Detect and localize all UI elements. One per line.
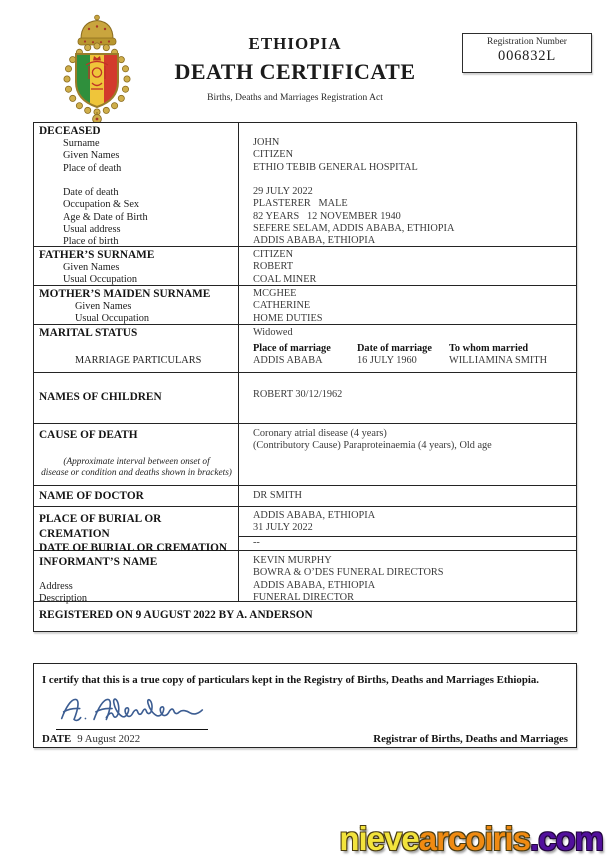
registration-number-label: Registration Number — [487, 37, 567, 47]
section-heading: MARITAL STATUS — [39, 327, 138, 339]
burial-values-top — [239, 507, 576, 536]
date-line — [42, 733, 140, 745]
field-value: BOWRA & O’DES FUNERAL DIRECTORS — [253, 567, 444, 579]
field-value: CITIZEN — [253, 149, 294, 161]
mother-values — [239, 286, 576, 324]
watermark-part2: arcoiris — [418, 820, 530, 857]
section-registered — [34, 602, 576, 631]
section-heading: FATHER’S SURNAME — [39, 249, 155, 261]
field-label: Given Names — [63, 150, 120, 162]
certificate-title: DEATH CERTIFICATE — [174, 59, 416, 84]
section-informant — [34, 551, 576, 605]
field-value: ROBERT — [253, 261, 294, 273]
field-value: CITIZEN — [253, 249, 294, 260]
field-label: Usual Occupation — [63, 274, 138, 286]
burial-values — [239, 507, 576, 550]
field-value: PLASTERER MALE — [253, 198, 348, 210]
certificate-table — [33, 122, 577, 632]
country-title: ETHIOPIA — [248, 34, 342, 53]
field-value: MCGHEE — [253, 288, 297, 299]
field-value — [253, 174, 572, 186]
mother-labels — [34, 286, 239, 324]
field-value: ADDIS ABABA, ETHIOPIA — [253, 235, 376, 247]
field-value: KEVIN MURPHY — [253, 555, 332, 566]
certification-box — [33, 663, 577, 748]
section-burial — [34, 507, 576, 554]
children-labels — [34, 373, 239, 423]
field-label: Given Names — [75, 301, 132, 312]
field-value: Coronary atrial disease (4 years) — [253, 428, 387, 439]
field-label: Usual address — [63, 224, 121, 236]
cause-values — [239, 424, 576, 485]
watermark-part1: nieve — [339, 820, 419, 857]
watermark-part3: .com — [529, 820, 603, 857]
certification-statement: I certify that this is a true copy of particulars kept in the Registry of Births, Deaths and Marriages Ethiopia. — [42, 674, 539, 686]
column-header: To whom married — [449, 343, 529, 355]
field-value: ADDIS ABABA — [253, 355, 323, 367]
marital-status-value: Widowed — [253, 327, 293, 338]
field-label: Usual Occupation — [75, 313, 150, 325]
field-label: Place of birth — [63, 236, 119, 248]
marriage-columns — [253, 342, 572, 355]
section-heading: NAMES OF CHILDREN — [39, 391, 162, 403]
date-label: DATE — [42, 733, 72, 745]
field-value: ADDIS ABABA, ETHIOPIA — [253, 579, 376, 591]
column-header: Date of marriage — [357, 343, 432, 355]
title-block — [140, 34, 450, 103]
field-label: Occupation & Sex — [63, 199, 140, 211]
field-label: MARRIAGE PARTICULARS — [75, 355, 202, 366]
deceased-labels — [34, 123, 239, 246]
section-cause-of-death — [34, 424, 576, 486]
children-values — [239, 373, 576, 423]
marital-labels — [34, 325, 239, 372]
field-label: PLACE OF BURIAL OR CREMATION — [39, 513, 162, 540]
cause-labels — [34, 424, 239, 485]
crown-icon — [78, 15, 116, 45]
field-value: JOHN — [253, 137, 280, 148]
watermark-logo — [339, 820, 603, 858]
field-label: Address — [39, 581, 73, 592]
cause-note-line2: disease or condition and deaths shown in brackets) — [41, 468, 232, 478]
cause-note-line1: (Approximate interval between onset of — [63, 457, 210, 467]
doctor-values — [239, 486, 576, 506]
field-label: Description — [39, 593, 88, 605]
registrar-title: Registrar of Births, Deaths and Marriages — [373, 733, 568, 745]
spacer — [39, 569, 234, 581]
section-deceased — [34, 123, 576, 247]
registration-number-box — [462, 33, 592, 73]
field-label: Age & Date of Birth — [63, 211, 148, 223]
burial-labels — [34, 507, 239, 554]
act-subtitle: Births, Deaths and Marriages Registration Act — [207, 93, 383, 103]
certification-footer — [42, 733, 568, 745]
field-label — [39, 175, 234, 187]
tricolor-shield-icon — [76, 54, 118, 109]
informant-values — [239, 551, 576, 601]
marriage-values — [253, 355, 572, 367]
field-value: ROBERT 30/12/1962 — [253, 389, 343, 400]
registered-statement: REGISTERED ON 9 AUGUST 2022 BY A. ANDERSON — [39, 609, 313, 621]
father-labels — [34, 247, 239, 285]
section-heading: CAUSE OF DEATH — [39, 429, 138, 441]
field-value: 16 JULY 1960 — [357, 355, 417, 367]
field-value: 31 JULY 2022 — [253, 522, 313, 534]
section-father — [34, 247, 576, 286]
field-value: (Contributory Cause) Paraproteinaemia (4 years), Old age — [253, 440, 492, 452]
field-value: 29 JULY 2022 — [253, 186, 313, 198]
field-value: COAL MINER — [253, 273, 317, 285]
burial-sub-value: -- — [239, 536, 576, 548]
registrar-signature — [56, 690, 208, 728]
father-values — [239, 247, 576, 285]
section-heading: NAME OF DOCTOR — [39, 490, 144, 502]
field-label: Place of death — [63, 162, 122, 174]
field-value: SEFERE SELAM, ADDIS ABABA, ETHIOPIA — [253, 223, 455, 235]
field-label: Surname — [63, 138, 100, 149]
doctor-labels — [34, 486, 239, 506]
section-heading: INFORMANT’S NAME — [39, 556, 158, 568]
field-label: Date of death — [63, 187, 119, 199]
ethiopia-coat-of-arms-emblem — [46, 13, 148, 125]
field-value: ADDIS ABABA, ETHIOPIA — [253, 510, 376, 521]
section-children — [34, 373, 576, 424]
field-value: ETHIO TEBIB GENERAL HOSPITAL — [253, 161, 418, 173]
section-doctor — [34, 486, 576, 507]
field-value: WILLIAMINA SMITH — [449, 355, 548, 367]
deceased-values — [239, 123, 576, 246]
field-label: DATE OF BURIAL OR CREMATION — [39, 542, 228, 554]
section-heading: MOTHER’S MAIDEN SURNAME — [39, 288, 211, 300]
section-heading: DECEASED — [39, 125, 101, 137]
section-marital-status — [34, 325, 576, 373]
signature-underline — [56, 729, 208, 730]
section-mother — [34, 286, 576, 325]
date-value: 9 August 2022 — [77, 733, 141, 745]
column-header: Place of marriage — [253, 343, 331, 355]
marital-values — [239, 325, 576, 372]
field-value: FUNERAL DIRECTOR — [253, 591, 354, 603]
field-label: Given Names — [63, 262, 120, 273]
field-value: HOME DUTIES — [253, 312, 323, 324]
field-value: 82 YEARS 12 NOVEMBER 1940 — [253, 210, 401, 222]
informant-labels — [34, 551, 239, 605]
field-value: CATHERINE — [253, 300, 311, 312]
registration-number-value: 006832L — [498, 48, 556, 64]
field-value: DR SMITH — [253, 490, 302, 501]
